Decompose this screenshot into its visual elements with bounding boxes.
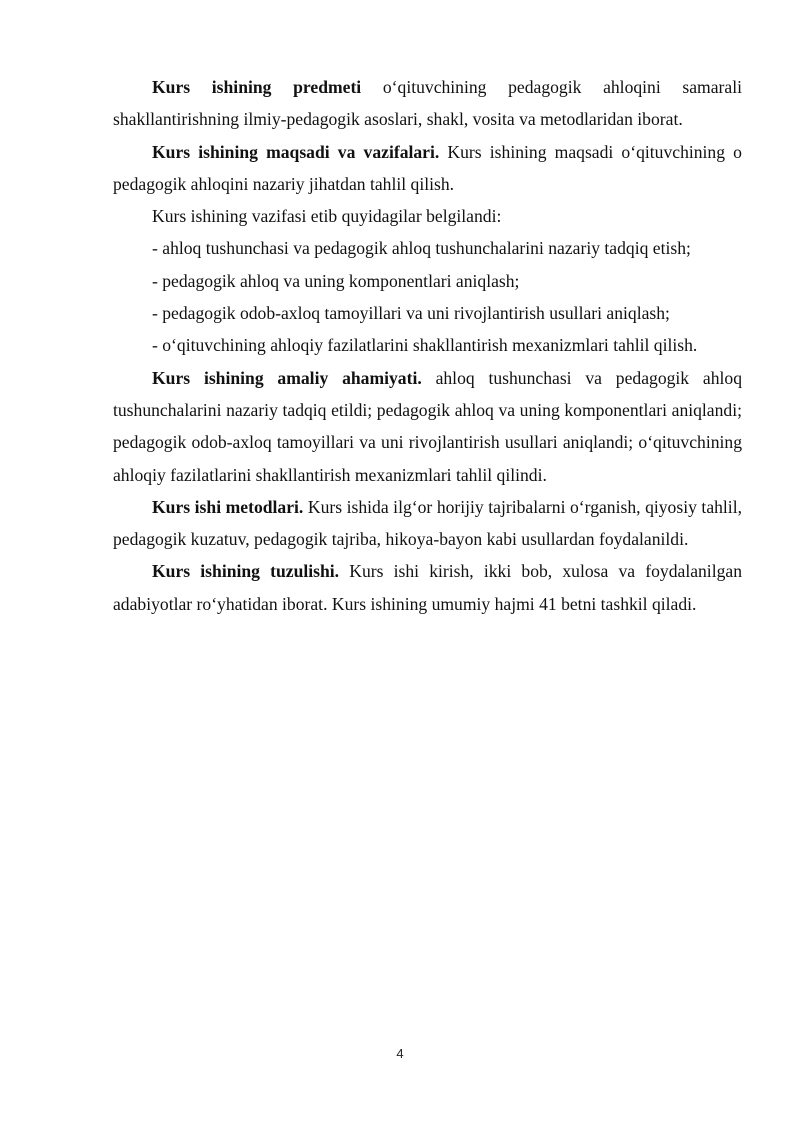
task-item: - ahloq tushunchasi va pedagogik ahloq tushunchalarini nazariy tadqiq etish;: [152, 238, 691, 259]
task-item: - pedagogik ahloq va uning komponentlari aniqlash;: [152, 270, 520, 291]
paragraph-predmet: [113, 71, 742, 136]
paragraph-metodlar: [113, 491, 742, 556]
heading-metodlar: Kurs ishi metodlari.: [152, 496, 304, 517]
heading-predmet: Kurs ishining predmeti: [152, 77, 362, 97]
paragraph-vazifa-intro: Kurs ishining vazifasi etib quyidagilar belgilandi:: [152, 206, 502, 227]
paragraph-maqsad: [113, 136, 742, 201]
task-item: - o‘qituvchining ahloqiy fazilatlarini shakllantirish mexanizmlari tahlil qilish.: [152, 335, 698, 356]
text-predmet: o‘qituvchining pedagogik ahloqini samarali shakllantirishning ilmiy-pedagogik asoslari, shakl, vosita va metodlaridan iborat.: [113, 77, 742, 130]
paragraph-tuzilishi: [113, 555, 742, 620]
text-amaliy: ahloq tushunchasi va pedagogik ahloq tushunchalarini nazariy tadqiq etildi; pedagogik ahloq va uning komponentlari aniqlandi; pedagogik odob-axloq tamoyillari va uni rivojlantirish usullari aniqlandi; o‘qituvchining ahloqiy fazilatlarini shakllantirish mexanizmlari tahlil qilindi.: [113, 367, 743, 485]
task-item: - pedagogik odob-axloq tamoyillari va uni rivojlantirish usullari aniqlash;: [152, 303, 670, 324]
heading-tuzilishi: Kurs ishining tuzulishi.: [152, 561, 340, 582]
text-tuzilishi: Kurs ishi kirish, ikki bob, xulosa va foydalanilgan adabiyotlar ro‘yhatidan iborat. Kurs ishining umumiy hajmi 41 betni tashkil qiladi.: [113, 561, 742, 614]
text-metodlar: Kurs ishida ilg‘or horijiy tajribalarni o‘rganish, qiyosiy tahlil, pedagogik kuzatuv, pedagogik tajriba, hikoya-bayon kabi usullardan foydalanildi.: [113, 496, 742, 550]
document-body: [113, 71, 742, 620]
heading-amaliy: Kurs ishining amaliy ahamiyati.: [152, 367, 422, 388]
heading-maqsad: Kurs ishining maqsadi va vazifalari.: [152, 141, 440, 162]
paragraph-amaliy: [113, 362, 742, 491]
text-maqsad: Kurs ishining maqsadi o‘qituvchining o pedagogik ahloqini nazariy jihatdan tahlil qilish.: [113, 141, 742, 194]
page-number: 4: [396, 1046, 404, 1061]
